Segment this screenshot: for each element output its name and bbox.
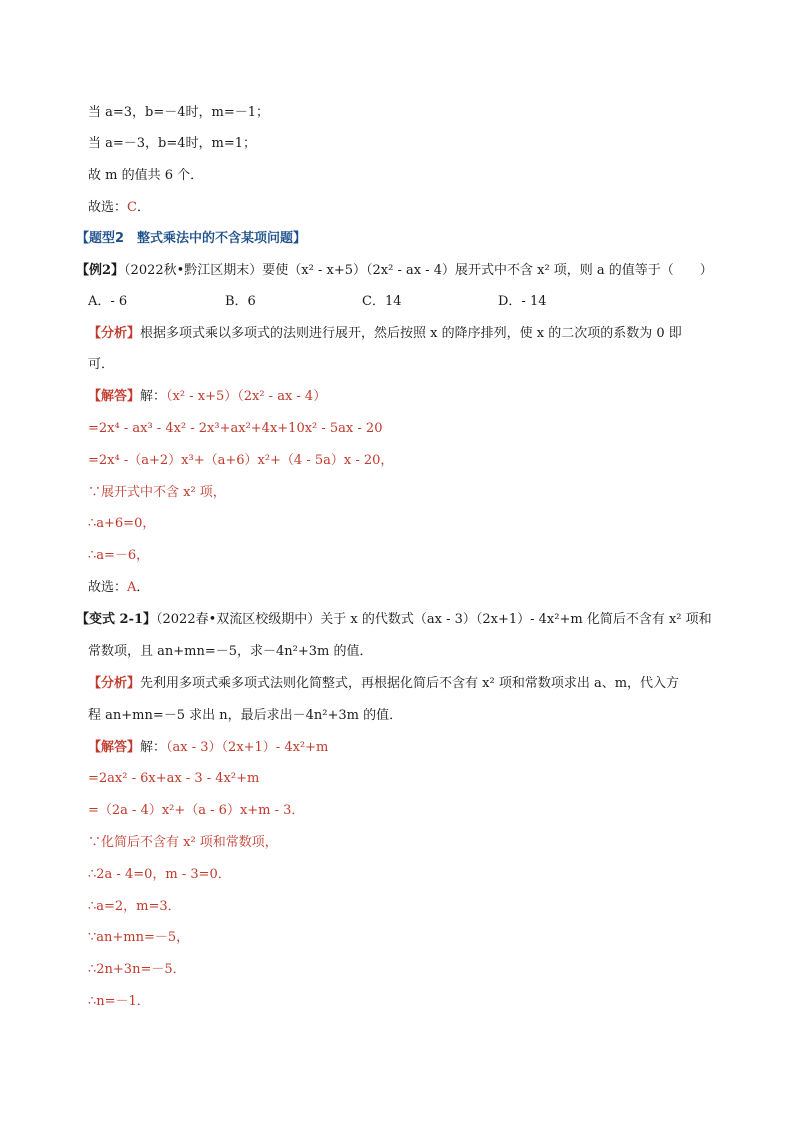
variant-text-1: （2022春•双流区校级期中）关于 x 的代数式（ax - 3）（2x+1）- 4x²+m 化简后不含有 x² 项和 bbox=[156, 612, 712, 627]
solution-expression: （x² - x+5）（2x² - ax - 4） bbox=[166, 389, 327, 404]
solution-intro: 解： bbox=[140, 740, 167, 755]
example-2-question bbox=[76, 262, 713, 280]
line-conclusion: 故 m 的值共 6 个． bbox=[88, 168, 204, 183]
variant-analysis-line-2: 程 an+mn=－5 求出 n，最后求出－4n²+3m 的值． bbox=[88, 708, 403, 723]
variant-tag: 【变式 2-1】 bbox=[76, 612, 157, 627]
example-2-solution-line-3: ∵展开式中不含 x² 项， bbox=[88, 485, 226, 500]
solution-tag: 【解答】 bbox=[88, 740, 141, 755]
example-2-solution-line-2: =2x⁴ -（a+2）x³+（a+6）x²+（4 - 5a）x - 20， bbox=[88, 453, 394, 468]
variant-solution-line-0 bbox=[88, 739, 328, 757]
example-2-tag: 【例2】 bbox=[76, 263, 125, 278]
solution-expression: （ax - 3）（2x+1）- 4x²+m bbox=[166, 740, 329, 755]
example-2-analysis-line-2: 可． bbox=[88, 357, 115, 372]
analysis-text: 根据多项式乘以多项式的法则进行展开，然后按照 x 的降序排列，使 x 的二次项的系数为 0 即 bbox=[140, 326, 682, 341]
example-2-solution-line-5: ∴a=－6， bbox=[88, 548, 150, 563]
example-2-solution-line-0 bbox=[88, 388, 326, 406]
variant-2-1-line-2: 常数项，且 an+mn=－5，求－4n²+3m 的值． bbox=[88, 644, 373, 659]
variant-solution-line-5: ∴a=2，m=3． bbox=[88, 899, 181, 914]
analysis-tag: 【分析】 bbox=[88, 676, 141, 691]
example-2-solution-line-1: =2x⁴ - ax³ - 4x² - 2x³+ax²+4x+10x² - 5ax - 20 bbox=[88, 421, 383, 436]
example-2-text: （2022秋•黔江区期末）要使（x² - x+5）（2x² - ax - 4）展开式中不含 x² 项，则 a 的值等于（ ） bbox=[124, 263, 713, 278]
variant-2-1-line-1 bbox=[76, 611, 712, 629]
answer-choice: C bbox=[127, 200, 137, 215]
option-d: D．- 14 bbox=[498, 294, 547, 309]
example-2-solution-line-4: ∴a+6=0， bbox=[88, 516, 156, 531]
option-a: A．- 6 bbox=[88, 294, 128, 309]
answer-suffix: ． bbox=[136, 580, 150, 595]
analysis-tag: 【分析】 bbox=[88, 326, 141, 341]
line-case-2: 当 a=－3，b=4时，m=1； bbox=[88, 136, 257, 151]
option-c: C．14 bbox=[362, 294, 402, 309]
answer-prefix: 故选： bbox=[88, 200, 128, 215]
solution-intro: 解： bbox=[140, 389, 167, 404]
solution-tag: 【解答】 bbox=[88, 389, 141, 404]
answer-choice: A bbox=[127, 580, 137, 595]
variant-solution-line-4: ∴2a - 4=0，m - 3=0． bbox=[88, 867, 231, 882]
variant-solution-line-3: ∵化简后不含有 x² 项和常数项， bbox=[88, 835, 278, 850]
option-b: B．6 bbox=[225, 294, 256, 309]
answer-suffix: ． bbox=[136, 200, 150, 215]
variant-solution-line-8: ∴n=－1． bbox=[88, 994, 150, 1009]
answer-line-1 bbox=[88, 199, 150, 217]
section-title: 【题型2 整式乘法中的不含某项问题】 bbox=[76, 231, 307, 246]
answer-prefix: 故选： bbox=[88, 580, 128, 595]
variant-solution-line-1: =2ax² - 6x+ax - 3 - 4x²+m bbox=[88, 771, 260, 786]
variant-analysis-line-1 bbox=[88, 675, 679, 693]
variant-solution-line-6: ∵an+mn=－5， bbox=[88, 930, 190, 945]
analysis-text: 先利用多项式乘多项式法则化简整式，再根据化简后不含有 x² 项和常数项求出 a、m，代入方 bbox=[140, 676, 680, 691]
variant-solution-line-2: =（2a - 4）x²+（a - 6）x+m - 3． bbox=[88, 803, 305, 818]
example-2-analysis-line-1 bbox=[88, 325, 682, 343]
example-2-answer-line bbox=[88, 579, 149, 597]
line-case-1: 当 a=3，b=－4时，m=－1； bbox=[88, 105, 270, 120]
variant-solution-line-7: ∴2n+3n=－5． bbox=[88, 962, 186, 977]
